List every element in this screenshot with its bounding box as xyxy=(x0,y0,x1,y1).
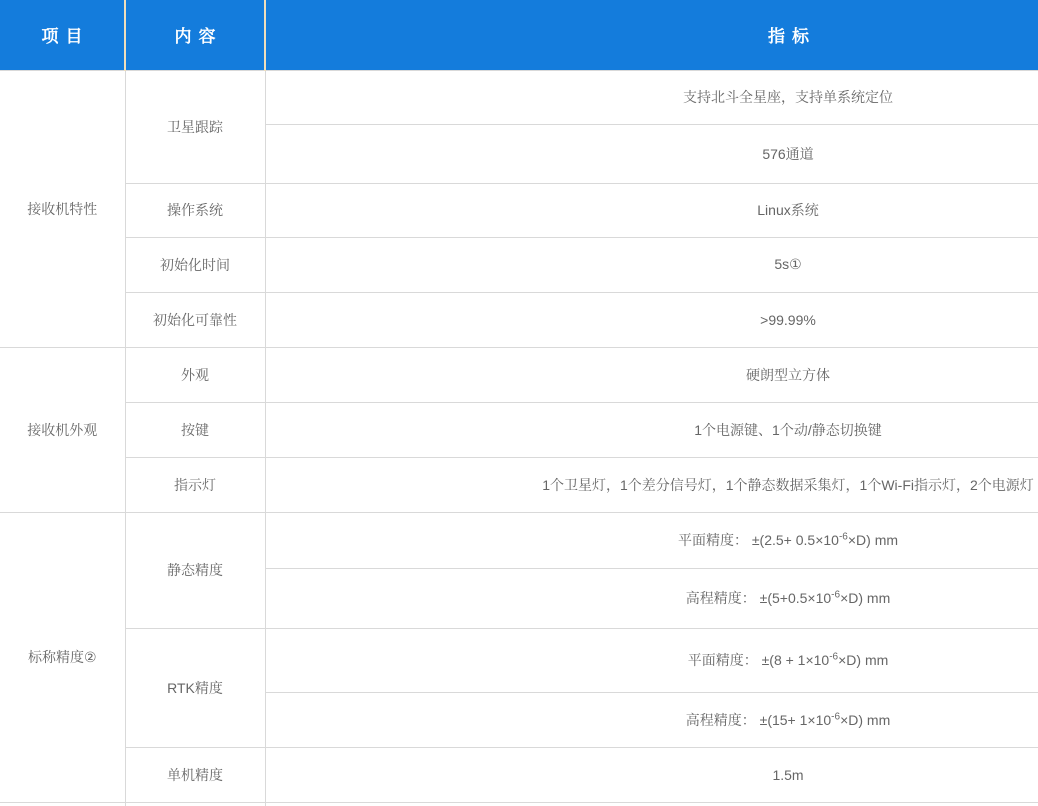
spec-text: 高程精度： ±(5+0.5×10 xyxy=(685,590,832,606)
spec-text: ×D) mm xyxy=(840,711,891,728)
spec-cell xyxy=(265,70,1038,124)
table-row xyxy=(0,237,1038,292)
header-row xyxy=(0,0,1038,70)
spec-cell xyxy=(265,747,1038,802)
item-cell-nominal-accuracy: 标称精度② xyxy=(0,512,125,802)
content-cell-satellite-tracking: 卫星跟踪 xyxy=(125,70,265,183)
table-body xyxy=(0,70,1038,806)
spec-text: 1个卫星灯，1个差分信号灯，1个静态数据采集灯，1个Wi-Fi指示灯，2个电源灯 xyxy=(542,476,1034,493)
spec-text: ×D) mm xyxy=(838,652,889,668)
spec-cell xyxy=(265,237,1038,292)
item-cell-receiver-features: 接收机特性 xyxy=(0,70,125,347)
table-header xyxy=(0,0,1038,70)
spec-cell xyxy=(265,402,1038,457)
header-spec: 指标 xyxy=(265,0,1038,70)
superscript-exponent: -6 xyxy=(831,589,841,601)
content-cell-init-reliability: 初始化可靠性 xyxy=(125,292,265,347)
spec-text: ×D) mm xyxy=(847,532,899,548)
table-row xyxy=(0,747,1038,802)
spec-text: 5s① xyxy=(774,256,802,272)
content-cell-indicator-lights: 指示灯 xyxy=(125,457,265,512)
spec-cell xyxy=(265,568,1038,628)
table-row xyxy=(0,292,1038,347)
content-cell-standalone-accuracy: 单机精度 xyxy=(125,747,265,802)
spec-cell xyxy=(265,124,1038,183)
content-cell-clipped xyxy=(125,802,265,806)
spec-text: 高程精度： ±(15+ 1×10 xyxy=(685,711,832,728)
superscript-exponent: -6 xyxy=(838,531,848,543)
content-cell-rtk-accuracy: RTK精度 xyxy=(125,628,265,747)
content-cell-static-accuracy: 静态精度 xyxy=(125,512,265,628)
table-row xyxy=(0,457,1038,512)
table-row xyxy=(0,402,1038,457)
spec-text: 平面精度： ±(2.5+ 0.5×10 xyxy=(677,532,839,548)
table-row-clipped xyxy=(0,802,1038,806)
spec-cell xyxy=(265,692,1038,747)
spec-cell xyxy=(265,183,1038,237)
spec-cell xyxy=(265,292,1038,347)
spec-text: 平面精度： ±(8 + 1×10 xyxy=(687,652,830,668)
spec-text: 硬朗型立方体 xyxy=(746,366,830,383)
spec-cell-clipped xyxy=(265,802,1038,806)
table-row xyxy=(0,347,1038,402)
content-cell-buttons: 按键 xyxy=(125,402,265,457)
spec-text: 576通道 xyxy=(762,145,814,162)
item-cell-receiver-appearance: 接收机外观 xyxy=(0,347,125,512)
table-row xyxy=(0,70,1038,124)
superscript-exponent: -6 xyxy=(831,710,841,722)
content-cell-init-time: 初始化时间 xyxy=(125,237,265,292)
header-item: 项目 xyxy=(0,0,125,70)
spec-text: 1.5m xyxy=(772,766,804,783)
table-row xyxy=(0,512,1038,568)
content-cell-appearance: 外观 xyxy=(125,347,265,402)
spec-text: ×D) mm xyxy=(840,590,891,606)
table-row xyxy=(0,628,1038,692)
spec-cell xyxy=(265,347,1038,402)
spec-cell xyxy=(265,512,1038,568)
header-content: 内容 xyxy=(125,0,265,70)
spec-cell xyxy=(265,457,1038,512)
spec-text: 支持北斗全星座，支持单系统定位 xyxy=(683,89,893,105)
table-row xyxy=(0,183,1038,237)
spec-text: >99.99% xyxy=(760,311,816,328)
spec-cell xyxy=(265,628,1038,692)
item-cell-clipped xyxy=(0,802,125,806)
spec-text: 1个电源键、1个动/静态切换键 xyxy=(694,421,882,438)
content-cell-operating-system: 操作系统 xyxy=(125,183,265,237)
superscript-exponent: -6 xyxy=(829,651,839,663)
spec-text: Linux系统 xyxy=(757,202,819,218)
